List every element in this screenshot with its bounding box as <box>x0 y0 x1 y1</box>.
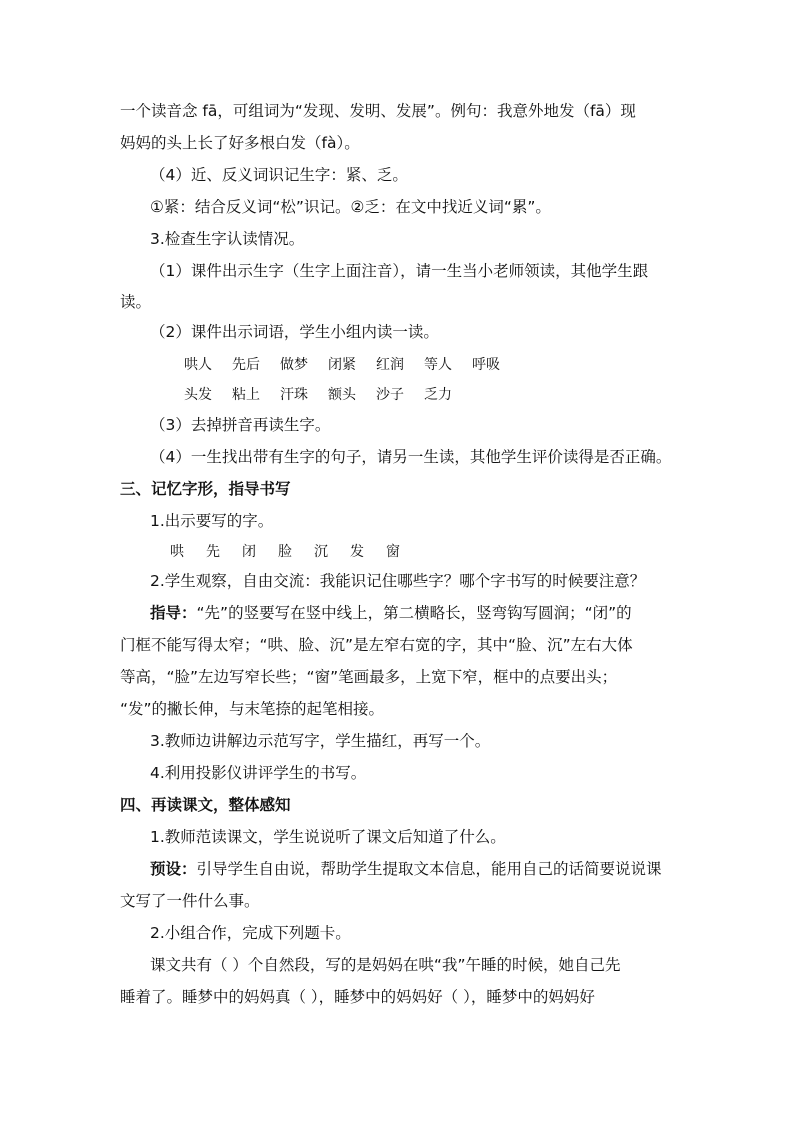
paragraph-line: 1.出示要写的字。 <box>150 512 274 530</box>
paragraph-line: （2）课件出示词语，学生小组内读一读。 <box>150 323 439 341</box>
section-heading-4: 四、再读课文，整体感知 <box>120 796 291 814</box>
char-item: 闭 <box>242 544 256 560</box>
guide-label: 指导： <box>150 604 197 622</box>
word-item: 红润 <box>376 357 404 373</box>
paragraph-line: 2.小组合作，完成下列题卡。 <box>150 924 351 942</box>
word-item: 头发 <box>184 387 212 403</box>
paragraph-line: 文写了一件什么事。 <box>120 892 260 910</box>
guide-line-1 <box>150 603 632 623</box>
paragraph-line: 3.教师边讲解边示范写字，学生描红，再写一个。 <box>150 732 491 750</box>
char-item: 先 <box>206 544 220 560</box>
paragraph-line: 睡着了。睡梦中的妈妈真（ ），睡梦中的妈妈好（ ），睡梦中的妈妈好 <box>120 988 595 1006</box>
guide-text: “先”的竖要写在竖中线上，第二横略长，竖弯钩写圆润；“闭”的 <box>196 604 632 622</box>
paragraph-line: 等高，“脸”左边写窄长些；“窗”笔画最多，上宽下窄，框中的点要出头； <box>120 668 618 686</box>
paragraph-line: 一个读音念 fā，可组词为“发现、发明、发展”。例句：我意外地发（fā）现 <box>120 102 636 120</box>
word-list-row-1 <box>184 354 520 374</box>
char-item: 哄 <box>170 544 184 560</box>
paragraph-line: 2.学生观察，自由交流：我能识记住哪些字？哪个字书写的时候要注意？ <box>150 572 646 590</box>
char-item: 窗 <box>386 544 400 560</box>
paragraph-line: 课文共有（ ）个自然段，写的是妈妈在哄“我”午睡的时候，她自己先 <box>150 956 621 974</box>
paragraph-line: ①紧：结合反义词“松”识记。②乏：在文中找近义词“累”。 <box>150 198 551 216</box>
paragraph-line: （4）一生找出带有生字的句子，请另一生读，其他学生评价读得是否正确。 <box>150 448 672 466</box>
paragraph-line: 门框不能写得太窄；“哄、脸、沉”是左窄右宽的字，其中“脸、沉”左右大体 <box>120 636 633 654</box>
paragraph-line: 读。 <box>120 293 152 311</box>
word-item: 额头 <box>328 387 356 403</box>
paragraph-line: 1.教师范读课文，学生说说听了课文后知道了什么。 <box>150 828 506 846</box>
paragraph-line: （1）课件出示生字（生字上面注音），请一生当小老师领读，其他学生跟 <box>150 262 649 280</box>
preset-label: 预设： <box>150 860 197 878</box>
word-item: 呼吸 <box>472 357 500 373</box>
word-item: 粘上 <box>232 387 260 403</box>
paragraph-line: “发”的撇长伸，与末笔捺的起笔相接。 <box>120 700 385 718</box>
char-item: 沉 <box>314 544 328 560</box>
write-chars-row <box>170 541 422 561</box>
word-list-row-2 <box>184 384 472 404</box>
paragraph-line: （3）去掉拼音再读生字。 <box>150 416 331 434</box>
word-item: 汗珠 <box>280 387 308 403</box>
word-item: 先后 <box>232 357 260 373</box>
paragraph-line: （4）近、反义词识记生字：紧、乏。 <box>150 166 408 184</box>
section-heading-3: 三、记忆字形，指导书写 <box>120 480 291 498</box>
word-item: 闭紧 <box>328 357 356 373</box>
paragraph-line: 妈妈的头上长了好多根白发（fà）。 <box>120 134 360 152</box>
char-item: 发 <box>350 544 364 560</box>
preset-text: 引导学生自由说，帮助学生提取文本信息，能用自己的话简要说说课 <box>196 860 662 878</box>
word-item: 乏力 <box>424 387 452 403</box>
word-item: 沙子 <box>376 387 404 403</box>
word-item: 等人 <box>424 357 452 373</box>
word-item: 哄人 <box>184 357 212 373</box>
word-item: 做梦 <box>280 357 308 373</box>
paragraph-line: 4.利用投影仪讲评学生的书写。 <box>150 764 367 782</box>
char-item: 脸 <box>278 544 292 560</box>
paragraph-line: 3.检查生字认读情况。 <box>150 230 305 248</box>
preset-line-1 <box>150 859 662 879</box>
